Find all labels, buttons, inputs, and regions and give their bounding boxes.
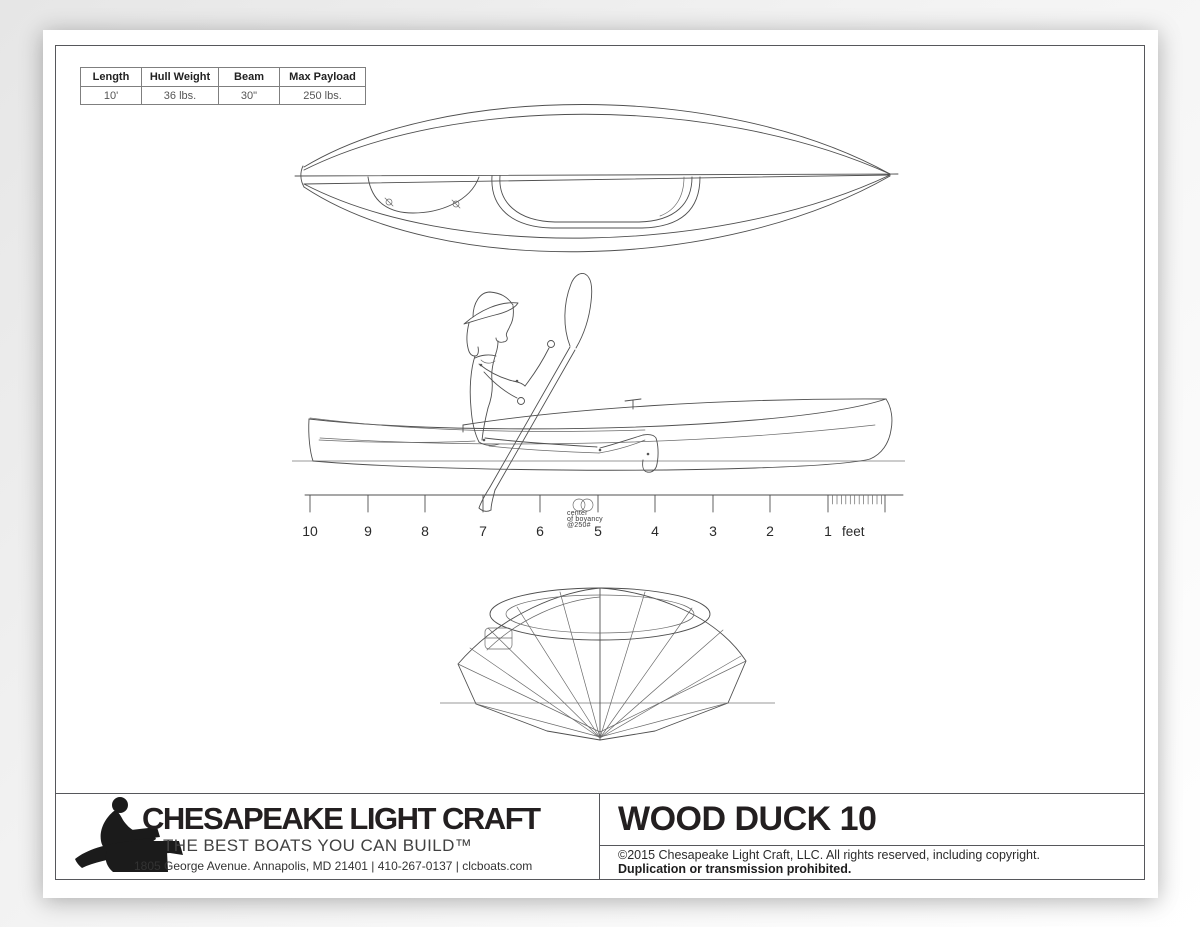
ruler-label: 1	[824, 523, 832, 539]
copyright-block	[618, 849, 1040, 876]
model-name: WOOD DUCK 10	[618, 800, 877, 838]
brand-name: CHESAPEAKE LIGHT CRAFT	[142, 801, 540, 836]
ruler-unit-label: feet	[842, 524, 865, 539]
ruler-label: 2	[766, 523, 774, 539]
paddle	[479, 273, 592, 511]
title-block	[55, 793, 1145, 880]
paddler-figure	[464, 292, 658, 472]
spec-header-beam: Beam	[219, 68, 280, 87]
hatch-toggle-icon	[385, 198, 393, 206]
spec-header-hull-weight: Hull Weight	[142, 68, 219, 87]
spec-value-hull-weight: 36 lbs.	[142, 87, 219, 105]
spec-value-max-payload: 250 lbs.	[280, 87, 366, 105]
kayak-top-view-drawing	[290, 95, 905, 265]
title-block-brand-cell	[55, 794, 600, 880]
ruler-label: 10	[302, 523, 318, 539]
ruler-label: 8	[421, 523, 429, 539]
plan-sheet	[43, 30, 1158, 898]
prohibition-notice: Duplication or transmission prohibited.	[618, 861, 852, 876]
title-block-model-cell	[600, 794, 1145, 880]
model-name-row	[600, 794, 1145, 846]
ruler-label: 5	[594, 523, 602, 539]
kayak-front-view-drawing	[435, 580, 780, 750]
spec-value-beam: 30"	[219, 87, 280, 105]
spec-header-length: Length	[81, 68, 142, 87]
ruler-label: 4	[651, 523, 659, 539]
spec-header-max-payload: Max Payload	[280, 68, 366, 87]
spec-value-length: 10'	[81, 87, 142, 105]
copyright-line: ©2015 Chesapeake Light Craft, LLC. All rights reserved, including copyright.	[618, 848, 1040, 862]
brand-tagline: THE BEST BOATS YOU CAN BUILD™	[163, 836, 473, 855]
ruler-label: 3	[709, 523, 717, 539]
ruler-label: 7	[479, 523, 487, 539]
center-of-buoyancy-note: center of boyancy @250#	[567, 510, 603, 529]
ruler-label: 9	[364, 523, 372, 539]
spec-header-row	[81, 68, 366, 87]
ruler-label: 6	[536, 523, 544, 539]
scale-ruler	[290, 478, 915, 550]
brand-address: 1805 George Avenue. Annapolis, MD 21401 | 410-267-0137 | clcboats.com	[134, 859, 533, 873]
